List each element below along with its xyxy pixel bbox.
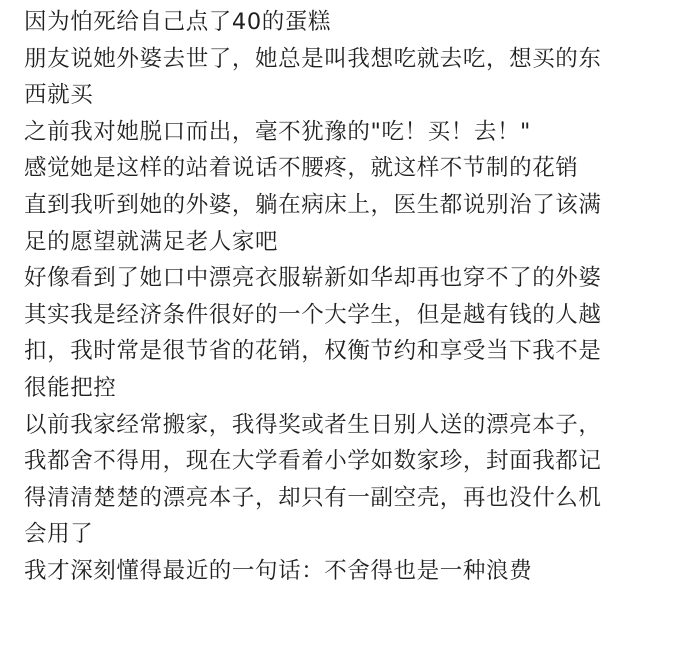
- text-line: 直到我听到她的外婆，躺在病床上，医生都说别治了该满: [24, 191, 602, 218]
- text-line: 好像看到了她口中漂亮衣服崭新如华却再也穿不了的外婆: [24, 265, 602, 292]
- text-line: 其实我是经济条件很好的一个大学生，但是越有钱的人越: [24, 301, 602, 328]
- text-line: 我才深刻懂得最近的一句话：不舍得也是一种浪费: [24, 557, 533, 584]
- text-line: 扣，我时常是很节省的花销，权衡节约和享受当下我不是: [24, 338, 602, 365]
- text-line: 因为怕死给自己点了40的蛋糕: [24, 9, 332, 35]
- text-line: 朋友说她外婆去世了，她总是叫我想吃就去吃，想买的东: [24, 45, 602, 72]
- text-line: 以前我家经常搬家，我得奖或者生日别人送的漂亮本子，: [24, 411, 602, 438]
- text-line: 感觉她是这样的站着说话不腰疼，就这样不节制的花销: [24, 155, 579, 182]
- text-line: 之前我对她脱口而出，毫不犹豫的"吃！买！去！": [24, 118, 531, 145]
- text-line: 得清清楚楚的漂亮本子，却只有一副空壳，再也没什么机: [24, 484, 602, 511]
- text-line: 我都舍不得用，现在大学看着小学如数家珍，封面我都记: [24, 448, 602, 475]
- text-line: 会用了: [24, 521, 94, 548]
- text-line: 很能把控: [24, 374, 117, 401]
- post-body-text: [24, 4, 674, 590]
- text-line: 足的愿望就满足老人家吧: [24, 228, 279, 255]
- text-line: 西就买: [24, 82, 94, 109]
